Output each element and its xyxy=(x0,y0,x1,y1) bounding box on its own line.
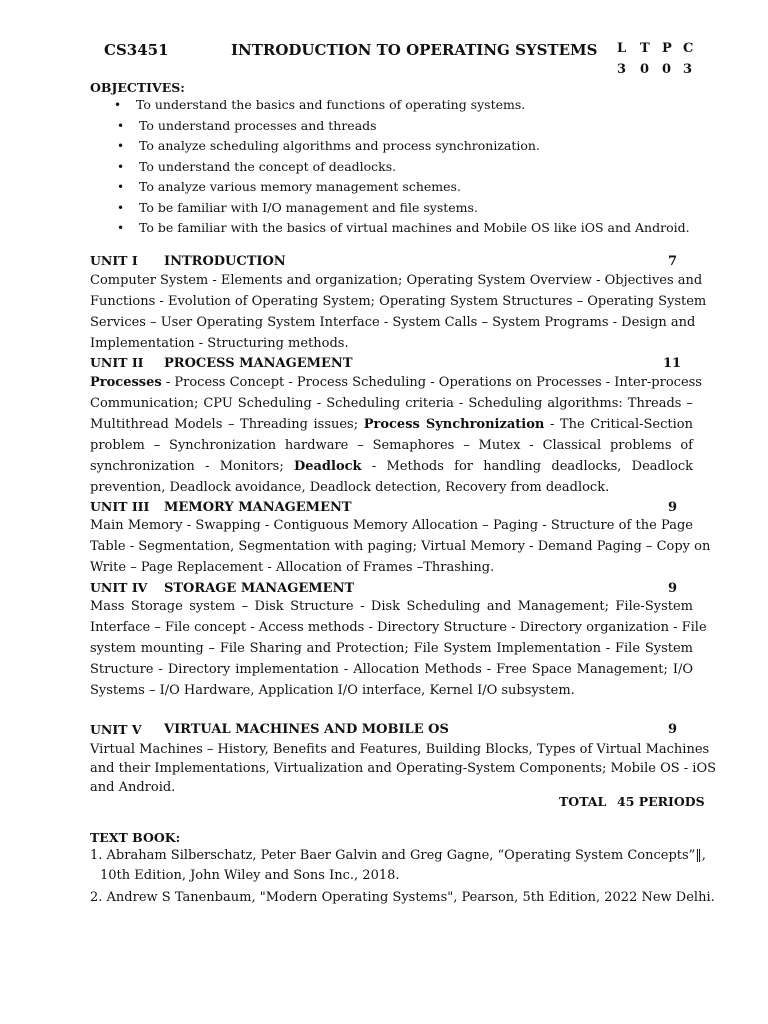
unit-hours: 9 xyxy=(668,500,678,515)
body-line: Main Memory - Swapping - Contiguous Memory Allocation – Paging - Structure of the Page xyxy=(90,518,693,533)
ltpc-value-l: 3 xyxy=(617,62,627,77)
objective-item: To analyze scheduling algorithms and process synchronization. xyxy=(139,138,540,153)
unit-label: UNIT IV xyxy=(90,580,148,595)
ltpc-value-t: 0 xyxy=(640,62,650,77)
unit-body xyxy=(90,270,707,354)
unit-label: UNIT II xyxy=(90,355,144,370)
bullet-icon: • xyxy=(117,180,125,194)
ltpc-label-c: C xyxy=(683,41,694,56)
bullet-icon: • xyxy=(117,221,125,235)
bullet-icon: • xyxy=(117,160,125,174)
bullet-icon: • xyxy=(117,139,125,153)
body-line: Functions - Evolution of Operating System; Operating System Structures – Operating System xyxy=(90,294,707,309)
bold-term: Deadlock xyxy=(293,459,362,474)
body-line: Mass Storage system – Disk Structure - Disk Scheduling and Management; File-System xyxy=(90,599,693,614)
unit-label: UNIT V xyxy=(90,722,142,737)
unit-label: UNIT I xyxy=(90,253,138,268)
body-line: Services – User Operating System Interface - System Calls – System Programs - Design and xyxy=(90,315,696,330)
ltpc-label-p: P xyxy=(662,41,672,56)
unit-hours: 7 xyxy=(668,254,678,269)
bullet-icon: • xyxy=(114,98,122,112)
body-line: Multithread Models – Threading issues; Process Synchronization - The Critical-Section xyxy=(90,417,693,432)
body-line: system mounting – File Sharing and Protection; File System Implementation - File System xyxy=(90,641,693,656)
objective-item: To understand processes and threads xyxy=(139,118,377,133)
objective-item: To be familiar with I/O management and file systems. xyxy=(139,200,478,215)
bullet-icon: • xyxy=(117,201,125,215)
body-line: Table - Segmentation, Segmentation with paging; Virtual Memory - Demand Paging – Copy on xyxy=(90,539,711,554)
body-line: and their Implementations, Virtualization and Operating-System Components; Mobile OS - iOS xyxy=(90,761,717,776)
body-line: and Android. xyxy=(90,780,176,795)
objective-item: To analyze various memory management schemes. xyxy=(139,179,461,194)
ltpc-label-l: L xyxy=(617,41,627,56)
course-title: INTRODUCTION TO OPERATING SYSTEMS xyxy=(231,41,598,59)
bold-term: Processes xyxy=(90,375,162,390)
objective-item: To understand the basics and functions of operating systems. xyxy=(136,97,526,112)
course-code: CS3451 xyxy=(104,41,169,59)
body-line: Write – Page Replacement - Allocation of Frames –Thrashing. xyxy=(90,560,495,575)
unit-body xyxy=(90,596,707,701)
unit-body xyxy=(90,515,711,578)
body-line: Virtual Machines – History, Benefits and Features, Building Blocks, Types of Virtual Machines xyxy=(90,742,710,757)
body-line: prevention, Deadlock avoidance, Deadlock detection, Recovery from deadlock. xyxy=(90,480,610,495)
unit-hours: 9 xyxy=(668,722,678,737)
unit-body xyxy=(90,372,702,498)
body-line: Structure - Directory implementation - Allocation Methods - Free Space Management; I/O xyxy=(90,662,693,677)
total-value: 45 PERIODS xyxy=(617,794,705,809)
unit-title: MEMORY MANAGEMENT xyxy=(164,500,352,515)
total-label: TOTAL xyxy=(559,794,607,809)
ltpc-label-t: T xyxy=(640,41,650,56)
unit-title: STORAGE MANAGEMENT xyxy=(164,581,355,596)
objectives-heading: OBJECTIVES: xyxy=(90,80,185,95)
unit-title: PROCESS MANAGEMENT xyxy=(164,356,353,371)
body-line: Processes - Process Concept - Process Scheduling - Operations on Processes - Inter-process xyxy=(90,375,702,390)
unit-label: UNIT III xyxy=(90,499,150,514)
body-line: problem – Synchronization hardware – Semaphores – Mutex - Classical problems of xyxy=(90,438,693,453)
unit-hours: 9 xyxy=(668,581,678,596)
body-line: Computer System - Elements and organization; Operating System Overview - Objectives and xyxy=(90,273,703,288)
bullet-icon: • xyxy=(117,119,125,133)
objective-item: To be familiar with the basics of virtual machines and Mobile OS like iOS and Android. xyxy=(139,220,690,235)
textbook-item: 2. Andrew S Tanenbaum, "Modern Operating Systems", Pearson, 5th Edition, 2022 New Delhi. xyxy=(90,890,715,905)
body-line: Systems – I/O Hardware, Application I/O interface, Kernel I/O subsystem. xyxy=(90,683,575,698)
ltpc-value-c: 3 xyxy=(683,62,693,77)
body-line: Interface – File concept - Access methods - Directory Structure - Directory organization - File xyxy=(90,620,707,635)
unit-body xyxy=(90,740,717,797)
objective-item: To understand the concept of deadlocks. xyxy=(139,159,397,174)
body-line: Implementation - Structuring methods. xyxy=(90,336,349,351)
unit-title: INTRODUCTION xyxy=(164,254,286,269)
textbook-item: 1. Abraham Silberschatz, Peter Baer Galvin and Greg Gagne, “Operating System Concepts”‖, xyxy=(90,848,706,863)
body-line: Communication; CPU Scheduling - Scheduling criteria - Scheduling algorithms: Threads – xyxy=(90,396,693,411)
unit-title: VIRTUAL MACHINES AND MOBILE OS xyxy=(164,722,449,737)
ltpc-value-p: 0 xyxy=(662,62,672,77)
bold-term: Process Synchronization xyxy=(363,417,545,432)
textbook-item-continuation: 10th Edition, John Wiley and Sons Inc., 2018. xyxy=(100,868,400,883)
body-line: synchronization - Monitors; Deadlock - Methods for handling deadlocks, Deadlock xyxy=(90,459,693,474)
textbook-heading: TEXT BOOK: xyxy=(90,830,181,845)
unit-hours: 11 xyxy=(663,356,682,371)
